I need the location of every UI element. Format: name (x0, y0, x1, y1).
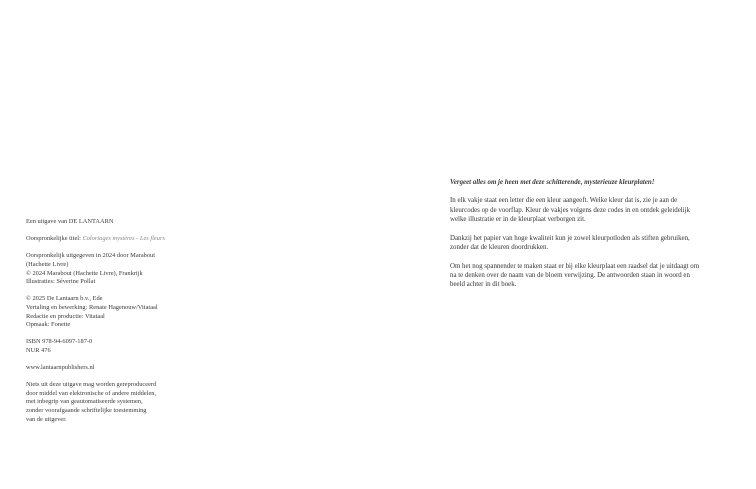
origin-line: Illustraties: Séverine Pollat (26, 278, 96, 286)
credits-line: Opmaak: Fonette (26, 321, 71, 329)
right-page (378, 0, 756, 489)
original-title-label: Oorspronkelijke titel: (26, 235, 81, 243)
blurb-paragraph: In elk vakje staat een letter die een kleur aangeeft. Welke kleur dat is, zie je aan de kleurcodes op de voorflap. Kleur de vakjes volgens deze codes in en ontdek geleidelijk welke illustratie er in de kleurplaat verborgen zit. (450, 197, 690, 223)
isbn-line: ISBN 978-94-6097-187-0 (26, 338, 93, 346)
rights-line: van de uitgever. (26, 415, 67, 423)
rights-line: met inbegrip van geautomatiseerde systemen, (26, 398, 143, 406)
book-blurb (450, 178, 706, 299)
origin-line: Oorspronkelijk uitgegeven in 2024 door Marabout (26, 252, 156, 260)
credits-line: Redactie en productie: Vitataal (26, 312, 105, 320)
blurb-paragraph: Om het nog spannender te maken staat er bij elke kleurplaat een raadsel dat je uitdaagt om na te denken over de naam van de bloem verwijzing. De antwoorden staan in woord en beeld achter in dit boek. (450, 262, 700, 289)
website: www.lantaarnpublishers.nl (26, 364, 95, 372)
rights-line: Niets uit deze uitgave mag worden gereproduceerd (26, 381, 157, 389)
credits-line: Vertaling en bewerking: Renate Hagenouw/Vitataal (26, 303, 158, 311)
rights-line: zonder voorafgaande schriftelijke toestemming (26, 407, 147, 415)
colophon (26, 218, 191, 424)
credits-line: © 2025 De Lantaarn b.v., Ede (26, 295, 103, 303)
original-title-line (26, 235, 191, 244)
blurb-paragraph: Dankzij het papier van hoge kwaliteit kun je zowel kleurpotloden als stiften gebruiken, zonder dat de kleuren doordrukken. (450, 234, 690, 251)
origin-line: (Hachette Livre) (26, 260, 69, 268)
rights-line: door middel van elektronische of andere middelen, (26, 389, 157, 397)
blurb-lead: Vergeet alles om je heen met deze schitterende, mysterieuze kleurplaten! (450, 179, 655, 186)
original-title: Coloriages mystères - Les fleurs (82, 235, 165, 243)
nur-line: NUR 476 (26, 346, 51, 354)
publisher-line: Een uitgave van DE LANTAARN (26, 218, 114, 225)
origin-line: © 2024 Marabout (Hachette Livre), Frankrijk (26, 269, 143, 277)
